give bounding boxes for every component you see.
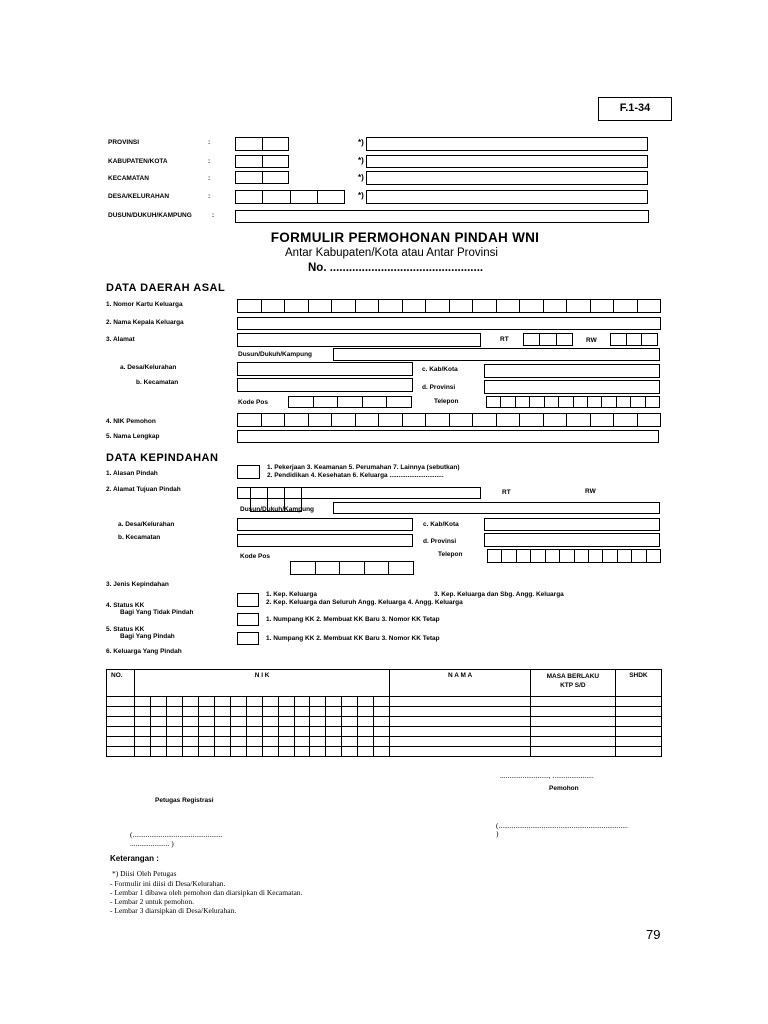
jenis-kepindahan-box[interactable]	[237, 593, 259, 607]
table-cell[interactable]	[326, 747, 342, 757]
table-cell[interactable]	[198, 697, 214, 707]
table-cell[interactable]	[182, 737, 198, 747]
table-cell[interactable]	[230, 707, 246, 717]
table-cell[interactable]	[214, 717, 230, 727]
label-desa-tujuan: a. Desa/Kelurahan	[118, 521, 175, 528]
table-cell[interactable]	[107, 697, 135, 707]
nomor-kk-cells[interactable]	[237, 299, 661, 313]
kecamatan-name-field[interactable]	[366, 171, 648, 185]
table-cell[interactable]	[134, 737, 150, 747]
family-table	[106, 669, 662, 757]
colon: :	[208, 175, 211, 182]
table-cell[interactable]	[182, 727, 198, 737]
jenis-option-1: 1. Kep. Keluarga	[266, 591, 317, 598]
label-petugas-registrasi: Petugas Registrasi	[155, 797, 214, 804]
table-cell[interactable]	[150, 717, 166, 727]
label-rw-tujuan: RW	[585, 488, 596, 495]
table-cell[interactable]	[310, 717, 326, 727]
table-cell[interactable]	[294, 737, 310, 747]
table-row	[107, 747, 662, 757]
table-cell[interactable]	[310, 737, 326, 747]
table-cell[interactable]	[278, 707, 294, 717]
petugas-name-line-cont: ..................... )	[130, 839, 174, 848]
table-cell[interactable]	[166, 697, 182, 707]
label-prov-asal: d. Provinsi	[422, 384, 456, 391]
table-cell[interactable]	[342, 697, 358, 707]
table-cell[interactable]	[326, 697, 342, 707]
table-cell[interactable]	[198, 707, 214, 717]
desa-tujuan-field[interactable]	[237, 518, 413, 531]
table-cell[interactable]	[134, 717, 150, 727]
table-cell[interactable]	[262, 707, 278, 717]
table-cell[interactable]	[107, 707, 135, 717]
table-cell[interactable]	[294, 717, 310, 727]
table-cell[interactable]	[615, 747, 661, 757]
label-status-kk-tidak-pindah-sub: Bagi Yang Tidak Pindah	[120, 609, 194, 616]
table-cell[interactable]	[107, 727, 135, 737]
table-cell[interactable]	[134, 747, 150, 757]
table-cell[interactable]	[358, 737, 374, 747]
status-kk-pindah-box[interactable]	[237, 632, 259, 645]
label-prov-tujuan: d. Provinsi	[423, 538, 457, 545]
alasan-options-line2: 2. Pendidikan 4. Kesehatan 6. Keluarga ..............................	[267, 472, 444, 479]
prov-tujuan-field[interactable]	[484, 533, 660, 547]
table-cell[interactable]	[166, 747, 182, 757]
label-keluarga-pindah: 6. Keluarga Yang Pindah	[106, 648, 182, 655]
label-kabupaten: KABUPATEN/KOTA	[108, 158, 168, 165]
table-cell[interactable]	[615, 707, 661, 717]
table-cell[interactable]	[150, 707, 166, 717]
colon: :	[208, 158, 211, 165]
table-cell[interactable]	[530, 737, 615, 747]
table-cell[interactable]	[374, 747, 390, 757]
table-cell[interactable]	[230, 747, 246, 757]
label-provinsi: PROVINSI	[108, 139, 140, 146]
table-cell[interactable]	[134, 697, 150, 707]
kecamatan-code-cells[interactable]	[235, 171, 289, 184]
label-pemohon: Pemohon	[549, 785, 579, 792]
family-table-body	[107, 697, 662, 757]
table-cell[interactable]	[374, 717, 390, 727]
kabupaten-code-cells[interactable]	[235, 155, 289, 168]
label-nama-kepala: 2. Nama Kepala Keluarga	[106, 319, 184, 326]
star-mark: *)	[358, 191, 364, 200]
kecamatan-asal-field[interactable]	[237, 378, 413, 392]
col-masa-berlaku-header: MASA BERLAKU KTP S/D	[530, 670, 615, 697]
star-mark: *)	[358, 156, 364, 165]
table-cell[interactable]	[246, 697, 262, 707]
dusun-field[interactable]	[235, 210, 649, 223]
form-number: No. ................................................	[308, 262, 484, 274]
table-cell[interactable]	[262, 747, 278, 757]
table-cell[interactable]	[278, 747, 294, 757]
table-cell[interactable]	[198, 717, 214, 727]
table-cell[interactable]	[214, 747, 230, 757]
table-cell[interactable]	[198, 747, 214, 757]
star-mark: *)	[358, 173, 364, 182]
table-cell[interactable]	[278, 717, 294, 727]
page-number: 79	[646, 927, 661, 942]
label-status-kk-tidak-pindah: 4. Status KK	[106, 602, 145, 609]
table-cell[interactable]	[615, 737, 661, 747]
table-cell[interactable]	[214, 737, 230, 747]
table-cell[interactable]	[214, 727, 230, 737]
table-cell[interactable]	[214, 707, 230, 717]
label-kab-tujuan: c. Kab/Kota	[423, 521, 459, 528]
label-rt: RT	[500, 336, 509, 343]
table-cell[interactable]	[310, 727, 326, 737]
table-cell[interactable]	[342, 747, 358, 757]
table-cell[interactable]	[310, 747, 326, 757]
kecamatan-tujuan-field[interactable]	[237, 534, 413, 547]
section-data-kepindahan: DATA KEPINDAHAN	[106, 452, 219, 464]
label-alasan-pindah: 1. Alasan Pindah	[106, 470, 158, 477]
table-cell[interactable]	[358, 727, 374, 737]
table-cell[interactable]	[278, 737, 294, 747]
alasan-options-line1: 1. Pekerjaan 3. Keamanan 5. Perumahan 7. Lainnya (sebutkan)	[267, 464, 460, 471]
table-cell[interactable]	[310, 707, 326, 717]
table-cell[interactable]	[230, 717, 246, 727]
table-cell[interactable]	[166, 727, 182, 737]
jenis-option-3: 3. Kep. Keluarga dan Sbg. Angg. Keluarga	[434, 591, 564, 598]
kodepos-tujuan-cells[interactable]	[290, 561, 414, 575]
label-nama-lengkap: 5. Nama Lengkap	[106, 433, 160, 440]
label-dusun: DUSUN/DUKUH/KAMPUNG	[108, 212, 192, 219]
table-cell[interactable]	[615, 697, 661, 707]
section-data-daerah-asal: DATA DAERAH ASAL	[106, 282, 226, 294]
table-cell[interactable]	[358, 697, 374, 707]
table-cell[interactable]	[374, 697, 390, 707]
pemohon-name-line-cont: )	[496, 829, 499, 838]
label-telepon-tujuan: Telepon	[438, 551, 463, 558]
table-cell[interactable]	[246, 717, 262, 727]
table-cell[interactable]	[150, 747, 166, 757]
table-header-row	[107, 670, 662, 697]
table-cell[interactable]	[530, 747, 615, 757]
table-cell[interactable]	[390, 727, 531, 737]
label-telepon-asal: Telepon	[434, 398, 459, 405]
pemohon-name-line[interactable]: (.....................................................................	[496, 821, 628, 830]
alamat-field[interactable]	[237, 333, 481, 347]
table-cell[interactable]	[107, 717, 135, 727]
label-alamat-tujuan: 2. Alamat Tujuan Pindah	[106, 486, 181, 493]
table-cell[interactable]	[262, 697, 278, 707]
table-cell[interactable]	[390, 737, 531, 747]
table-cell[interactable]	[615, 727, 661, 737]
kodepos-asal-cells[interactable]	[288, 396, 412, 408]
table-cell[interactable]	[374, 727, 390, 737]
dusun-asal-field[interactable]	[333, 348, 660, 361]
keterangan-heading: Keterangan :	[110, 854, 159, 863]
table-cell[interactable]	[134, 707, 150, 717]
table-cell[interactable]	[374, 737, 390, 747]
table-cell[interactable]	[182, 697, 198, 707]
label-kecamatan: KECAMATAN	[108, 175, 149, 182]
keterangan-line: - Lembar 2 untuk pemohon.	[110, 897, 194, 906]
status-kk-tidak-pindah-options: 1. Numpang KK 2. Membuat KK Baru 3. Nomor KK Tetap	[266, 616, 440, 623]
table-cell[interactable]	[310, 697, 326, 707]
prov-asal-field[interactable]	[484, 380, 660, 394]
label-kab-asal: c. Kab/Kota	[422, 366, 458, 373]
label-alamat: 3. Alamat	[106, 336, 135, 343]
kab-asal-field[interactable]	[484, 364, 660, 378]
table-cell[interactable]	[294, 697, 310, 707]
table-row	[107, 727, 662, 737]
desa-name-field[interactable]	[366, 190, 648, 204]
table-cell[interactable]	[530, 727, 615, 737]
provinsi-code-cells[interactable]	[235, 137, 289, 151]
label-dusun-asal: Dusun/Dukuh/Kampung	[238, 351, 313, 358]
table-cell[interactable]	[326, 707, 342, 717]
rw-cells[interactable]	[610, 333, 658, 346]
table-cell[interactable]	[262, 737, 278, 747]
keterangan-line: - Lembar 3 diarsipkan di Desa/Kelurahan.	[110, 906, 237, 915]
table-cell[interactable]	[358, 717, 374, 727]
table-cell[interactable]	[230, 737, 246, 747]
colon: :	[208, 193, 211, 200]
telepon-asal-cells[interactable]	[486, 396, 660, 408]
table-cell[interactable]	[107, 747, 135, 757]
keterangan-line: *) Diisi Oleh Petugas	[112, 869, 177, 878]
table-cell[interactable]	[134, 727, 150, 737]
label-rw: RW	[586, 337, 597, 344]
table-cell[interactable]	[390, 697, 531, 707]
table-cell[interactable]	[246, 727, 262, 737]
table-cell[interactable]	[278, 727, 294, 737]
form-code: F.1-34	[619, 102, 651, 114]
label-kecamatan-asal: b. Kecamatan	[136, 379, 179, 386]
table-cell[interactable]	[262, 727, 278, 737]
jenis-option-2: 2. Kep. Keluarga dan Seluruh Angg. Keluarga 4. Angg. Keluarga	[266, 599, 463, 606]
table-cell[interactable]	[530, 717, 615, 727]
label-dusun-tujuan: Dusun/Dukuh/Kampung	[240, 506, 315, 513]
keterangan-line: - Lembar 1 dibawa oleh pemohon dan diarsipkan di Kecamatan.	[110, 888, 303, 897]
table-cell[interactable]	[390, 707, 531, 717]
table-cell[interactable]	[294, 727, 310, 737]
nama-kepala-field[interactable]	[237, 317, 661, 330]
table-cell[interactable]	[150, 737, 166, 747]
label-rt-tujuan: RT	[502, 489, 511, 496]
table-cell[interactable]	[374, 707, 390, 717]
telepon-tujuan-cells[interactable]	[487, 549, 661, 563]
status-kk-tidak-pindah-box[interactable]	[237, 613, 259, 626]
table-cell[interactable]	[342, 737, 358, 747]
table-row	[107, 697, 662, 707]
table-cell[interactable]	[358, 747, 374, 757]
petugas-name-line[interactable]: (................................................	[130, 830, 223, 839]
colon: :	[208, 139, 211, 146]
table-cell[interactable]	[390, 747, 531, 757]
col-no-header: NO.	[107, 670, 135, 697]
table-cell[interactable]	[166, 737, 182, 747]
label-nik-pemohon: 4. NIK Pemohon	[106, 418, 156, 425]
table-cell[interactable]	[150, 727, 166, 737]
form-subtitle: Antar Kabupaten/Kota atau Antar Provinsi	[285, 247, 498, 259]
col-shdk-header: SHDK	[615, 670, 661, 697]
desa-code-cells[interactable]	[235, 190, 345, 204]
table-cell[interactable]	[230, 727, 246, 737]
dusun-tujuan-field[interactable]	[333, 502, 660, 514]
label-kodepos-asal: Kode Pos	[238, 399, 268, 406]
table-cell[interactable]	[166, 707, 182, 717]
table-cell[interactable]	[294, 707, 310, 717]
table-cell[interactable]	[342, 717, 358, 727]
table-cell[interactable]	[107, 737, 135, 747]
table-cell[interactable]	[342, 707, 358, 717]
table-cell[interactable]	[198, 737, 214, 747]
keterangan-line: - Formulir ini diisi di Desa/Kelurahan.	[110, 879, 226, 888]
table-cell[interactable]	[342, 727, 358, 737]
label-desa: DESA/KELURAHAN	[108, 193, 170, 200]
table-cell[interactable]	[326, 727, 342, 737]
table-cell[interactable]	[246, 707, 262, 717]
nama-lengkap-field[interactable]	[237, 430, 659, 443]
table-cell[interactable]	[294, 747, 310, 757]
star-mark: *)	[358, 138, 364, 147]
table-cell[interactable]	[530, 707, 615, 717]
table-cell[interactable]	[166, 717, 182, 727]
table-cell[interactable]	[246, 747, 262, 757]
table-cell[interactable]	[150, 697, 166, 707]
table-cell[interactable]	[262, 717, 278, 727]
table-cell[interactable]	[615, 717, 661, 727]
table-cell[interactable]	[278, 697, 294, 707]
table-cell[interactable]	[390, 717, 531, 727]
table-cell[interactable]	[326, 737, 342, 747]
label-kodepos-tujuan: Kode Pos	[240, 553, 270, 560]
table-row	[107, 707, 662, 717]
place-date: .........................., ......................	[500, 771, 594, 780]
desa-asal-field[interactable]	[237, 362, 413, 376]
table-cell[interactable]	[358, 707, 374, 717]
kab-tujuan-field[interactable]	[484, 518, 660, 531]
label-kecamatan-tujuan: b. Kecamatan	[118, 534, 161, 541]
label-status-kk-pindah-sub: Bagi Yang Pindah	[120, 633, 175, 640]
table-cell[interactable]	[182, 717, 198, 727]
status-kk-pindah-options: 1. Numpang KK 2. Membuat KK Baru 3. Nomor KK Tetap	[266, 635, 440, 642]
table-cell[interactable]	[182, 747, 198, 757]
table-cell[interactable]	[182, 707, 198, 717]
nik-pemohon-cells[interactable]	[237, 413, 661, 427]
label-status-kk-pindah: 5. Status KK	[106, 626, 145, 633]
col-nama-header: N A M A	[390, 670, 531, 697]
table-row	[107, 737, 662, 747]
table-cell[interactable]	[530, 697, 615, 707]
table-cell[interactable]	[230, 697, 246, 707]
kabupaten-name-field[interactable]	[366, 155, 648, 168]
table-cell[interactable]	[246, 737, 262, 747]
label-desa-asal: a. Desa/Kelurahan	[120, 364, 177, 371]
form-title: FORMULIR PERMOHONAN PINDAH WNI	[270, 230, 540, 245]
colon: :	[212, 212, 215, 219]
label-nomor-kk: 1. Nomor Kartu Keluarga	[106, 301, 183, 308]
alasan-pindah-box[interactable]	[237, 465, 260, 479]
table-cell[interactable]	[198, 727, 214, 737]
label-jenis-kepindahan: 3. Jenis Kepindahan	[106, 581, 169, 588]
col-nik-header: N I K	[134, 670, 389, 697]
provinsi-name-field[interactable]	[366, 137, 648, 151]
rt-cells[interactable]	[523, 333, 573, 346]
table-row	[107, 717, 662, 727]
table-cell[interactable]	[326, 717, 342, 727]
table-cell[interactable]	[214, 697, 230, 707]
